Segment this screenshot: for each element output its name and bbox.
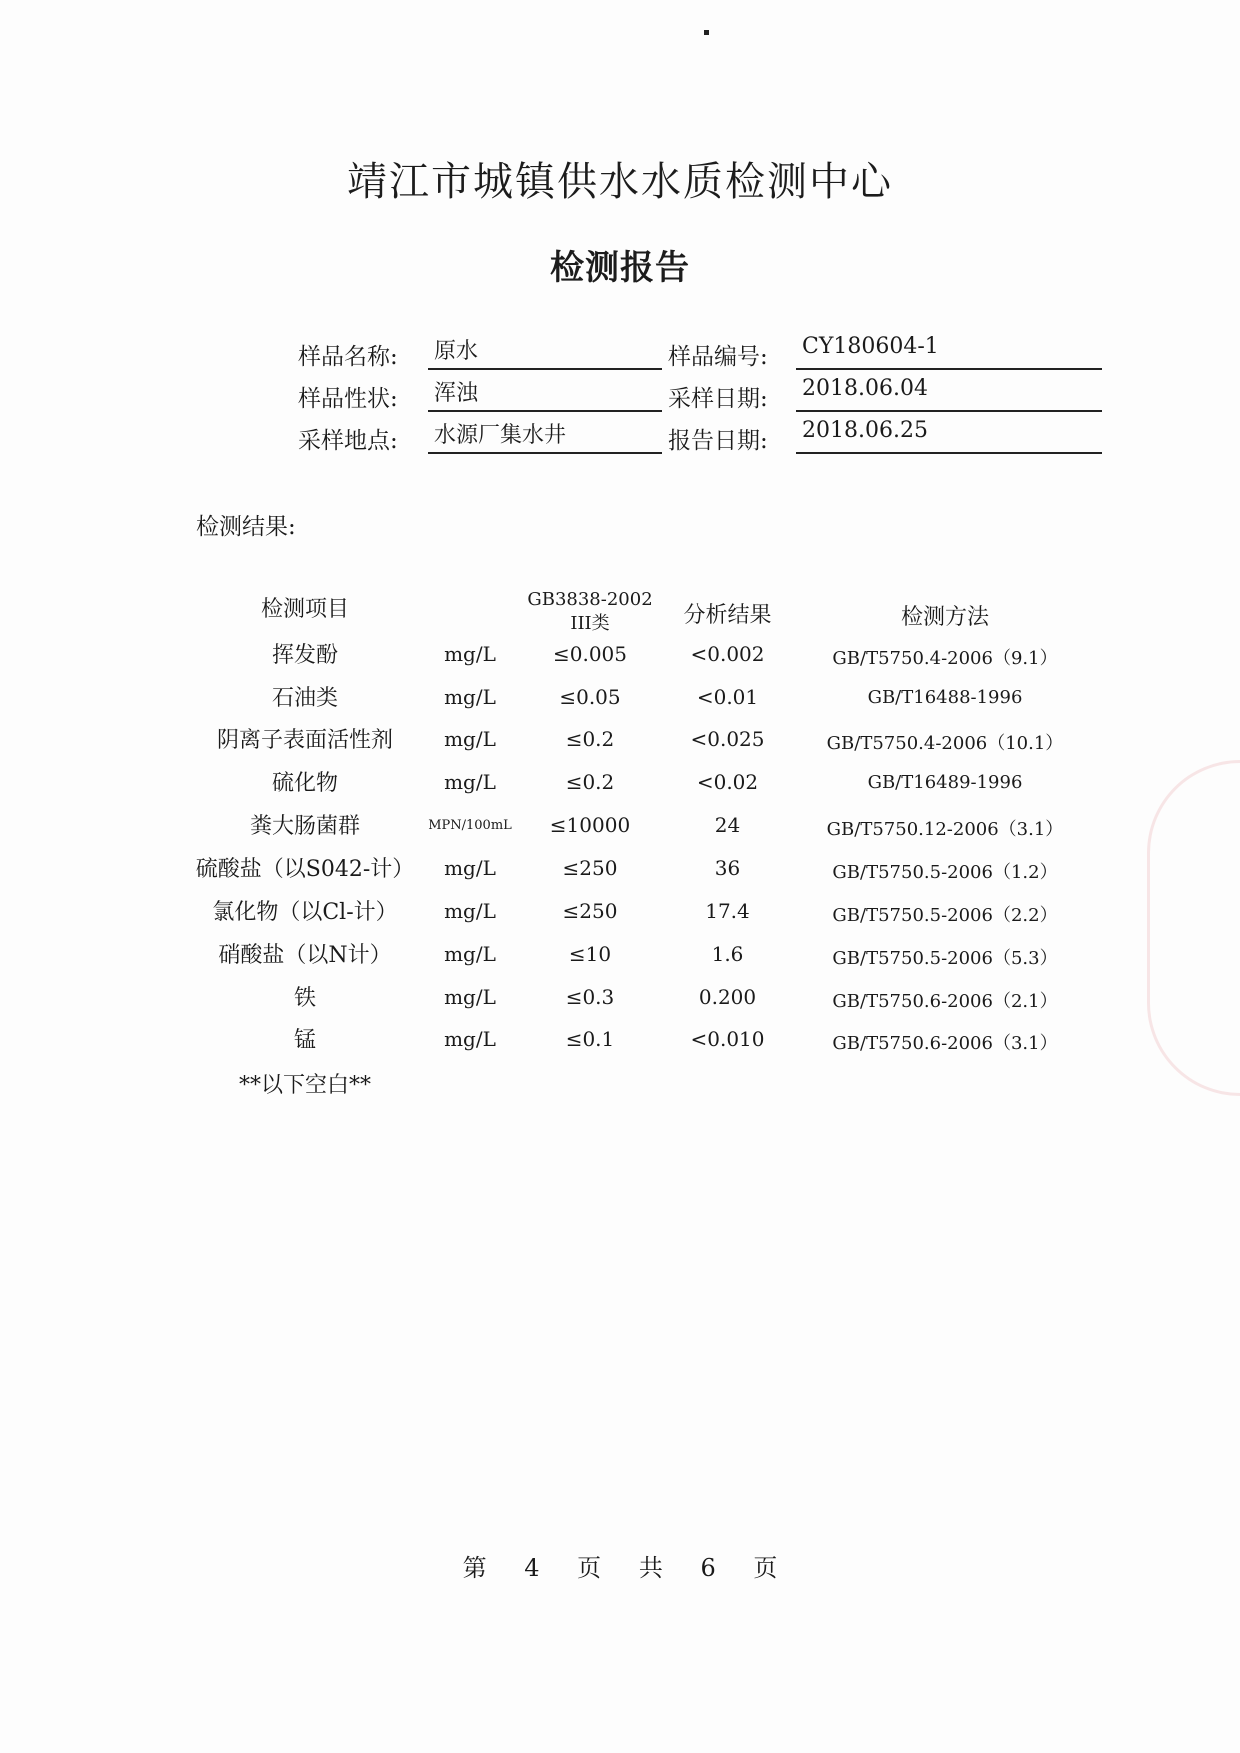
report-date-label: 报告日期:: [668, 428, 768, 454]
row-unit: MPN/100mL: [428, 818, 512, 833]
row-method: GB/T5750.5-2006（2.2）: [832, 905, 1058, 926]
info-row-3: [0, 418, 1240, 462]
row-unit: mg/L: [444, 942, 496, 966]
row-item: 锰: [293, 1028, 316, 1053]
row-standard: ≤10000: [549, 813, 631, 837]
row-standard: ≤250: [562, 899, 618, 923]
row-result: 36: [714, 856, 741, 880]
row-result: <0.01: [696, 685, 759, 709]
row-method: GB/T5750.4-2006（10.1）: [826, 733, 1064, 754]
row-method: GB/T5750.12-2006（3.1）: [826, 819, 1064, 840]
row-item: 粪大肠菌群: [249, 814, 360, 839]
page-total-word: 页: [753, 1554, 778, 1582]
org-title: 靖江市城镇供水水质检测中心: [347, 159, 893, 205]
sample-name-label: 样品名称:: [298, 344, 398, 370]
row-standard: ≤10: [568, 942, 612, 966]
results-label: 检测结果:: [196, 514, 296, 540]
row-standard: ≤0.05: [559, 685, 621, 709]
info-row-2: [0, 376, 1240, 420]
row-result: <0.02: [696, 770, 759, 794]
page-total: 6: [700, 1554, 716, 1582]
row-standard: ≤0.1: [565, 1027, 615, 1051]
header-standard: [520, 588, 660, 636]
row-unit: mg/L: [444, 685, 496, 709]
row-method: GB/T5750.6-2006（3.1）: [832, 1033, 1058, 1054]
sample-no-label: 样品编号:: [668, 344, 768, 370]
row-result: <0.002: [690, 642, 765, 666]
blank-below-note: **以下空白**: [238, 1073, 371, 1098]
row-result: 24: [714, 813, 741, 837]
page-number-footer: [0, 1548, 1240, 1583]
row-unit: mg/L: [444, 770, 496, 794]
row-standard: ≤0.3: [565, 985, 615, 1009]
row-item: 硫酸盐（以S042-计）: [195, 857, 415, 882]
sampling-date-value: 2018.06.04: [796, 376, 1102, 412]
row-item: 氯化物（以Cl-计）: [212, 900, 398, 925]
row-result: 0.200: [698, 985, 757, 1009]
row-result: <0.010: [690, 1027, 765, 1051]
partial-seal-stamp: [1147, 760, 1240, 1096]
row-method: GB/T5750.4-2006（9.1）: [832, 648, 1058, 669]
scan-speck: [704, 30, 709, 35]
sample-no-value: CY180604-1: [796, 334, 1102, 370]
report-date-value: 2018.06.25: [796, 418, 1102, 454]
header-method: 检测方法: [900, 605, 989, 630]
row-method: GB/T16489-1996: [867, 772, 1023, 793]
row-unit: mg/L: [444, 899, 496, 923]
row-unit: mg/L: [444, 856, 496, 880]
row-standard: ≤0.2: [565, 770, 615, 794]
page-current: 4: [524, 1554, 540, 1582]
row-item: 石油类: [271, 686, 338, 711]
sample-state-value: 浑浊: [428, 376, 662, 412]
row-method: GB/T5750.5-2006（1.2）: [832, 862, 1058, 883]
sampling-site-value: 水源厂集水井: [428, 418, 662, 454]
page-prefix: 第: [462, 1554, 487, 1582]
row-unit: mg/L: [444, 1027, 496, 1051]
row-unit: mg/L: [444, 985, 496, 1009]
row-item: 硫化物: [271, 771, 338, 796]
row-item: 硝酸盐（以N计）: [218, 943, 392, 968]
row-item: 阴离子表面活性剂: [216, 728, 393, 753]
info-row-1: [0, 334, 1240, 378]
sample-state-label: 样品性状:: [298, 386, 398, 412]
header-standard-line1: GB3838-2002: [527, 589, 653, 610]
row-standard: ≤0.2: [565, 727, 615, 751]
row-method: GB/T5750.5-2006（5.3）: [832, 948, 1058, 969]
row-unit: mg/L: [444, 642, 496, 666]
row-result: <0.025: [690, 727, 765, 751]
page-total-prefix: 共: [638, 1554, 663, 1582]
header-result: 分析结果: [683, 603, 772, 628]
row-standard: ≤0.005: [552, 642, 627, 666]
row-item: 挥发酚: [271, 643, 338, 668]
sampling-site-label: 采样地点:: [298, 428, 398, 454]
row-method: GB/T5750.6-2006（2.1）: [832, 991, 1058, 1012]
report-title: 检测报告: [550, 248, 690, 288]
row-result: 17.4: [705, 899, 750, 923]
header-standard-line2: III类: [570, 613, 610, 634]
row-item: 铁: [293, 986, 316, 1011]
row-method: GB/T16488-1996: [867, 687, 1023, 708]
row-unit: mg/L: [444, 727, 496, 751]
header-item: 检测项目: [260, 597, 349, 622]
sample-name-value: 原水: [428, 334, 662, 370]
sampling-date-label: 采样日期:: [668, 386, 768, 412]
row-standard: ≤250: [562, 856, 618, 880]
page-word: 页: [577, 1554, 602, 1582]
row-result: 1.6: [711, 942, 744, 966]
